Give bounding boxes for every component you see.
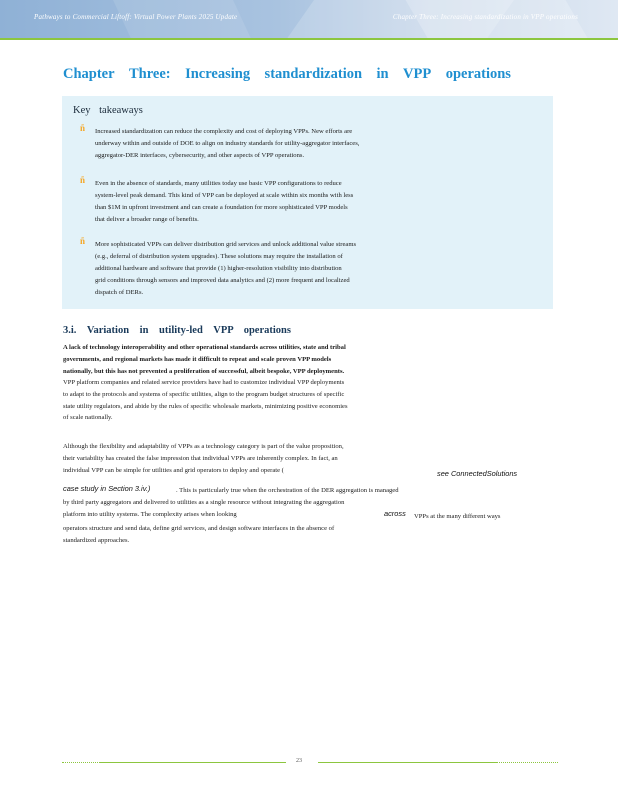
takeaway-line: More sophisticated VPPs can deliver distribution grid services and unlock additional value streams xyxy=(95,241,357,248)
body-line: of scale nationally. xyxy=(63,414,113,422)
takeaway-line: grid conditions through sensors and improved data analytics and (2) more frequent and localized xyxy=(95,277,350,284)
takeaway-line: underway within and outside of DOE to align on industry standards for utility-aggregator interfaces, xyxy=(95,140,360,147)
takeaway-line: aggregator-DER interfaces, cybersecurity, and other aspects of VPP operations. xyxy=(95,152,305,159)
chapter-title-word: operations xyxy=(445,66,511,82)
case-study-reference: see ConnectedSolutions xyxy=(437,469,518,478)
lead-line: governments, and regional markets has made it difficult to repeat and scale proven VPP models xyxy=(63,355,332,363)
body-line: by third party aggregators and delivered to utilities as a single resource without integrating the aggregation xyxy=(63,499,345,506)
bullet-icon: ñ xyxy=(80,236,86,246)
lead-line: nationally, but this has not prevented a proliferation of successful, albeit bespoke, VPP deployments. xyxy=(63,367,345,375)
running-header-right: Chapter Three: Increasing standardization in VPP operations xyxy=(392,13,578,21)
footer-divider xyxy=(100,762,286,763)
case-study-reference: case study in Section 3.iv.) xyxy=(63,484,151,493)
header-band xyxy=(0,0,618,38)
body-line: VPP platform companies and related service providers have had to customize individual VPP deployments xyxy=(63,379,345,386)
body-paragraph xyxy=(63,441,393,476)
running-header-left: Pathways to Commercial Liftoff: Virtual Power Plants 2025 Update xyxy=(34,13,238,21)
takeaway-item xyxy=(95,239,425,299)
body-line: standardized approaches. xyxy=(63,537,130,544)
chapter-title-word: Chapter xyxy=(63,66,115,82)
emphasis-text: across xyxy=(384,509,406,518)
body-paragraph xyxy=(63,377,393,424)
section-title: 3.i. Variation in utility-led VPP operations xyxy=(63,325,291,336)
takeaway-item xyxy=(95,178,425,226)
body-line: operators structure and send data, define grid services, and design software interfaces in the absence of xyxy=(63,525,335,532)
key-takeaways-title: Key takeaways xyxy=(73,105,143,116)
takeaway-line: than $1M in upfront investment and can create a foundation for more sophisticated VPP models xyxy=(95,204,348,211)
body-line: their variability has created the false impression that individual VPPs are inherently complex. In fact, an xyxy=(63,454,338,462)
body-line: VPPs at the many different ways xyxy=(414,513,501,520)
body-line: state utility regulators, and abide by the rules of specific wholesale markets, minimizing positive economies xyxy=(63,402,348,410)
body-line: to adapt to the protocols and systems of specific utilities, align to the program budget structures of specific xyxy=(63,390,345,398)
page-number: 23 xyxy=(296,758,302,764)
takeaway-line: Increased standardization can reduce the complexity and cost of deploying VPPs. New efforts are xyxy=(95,128,353,135)
takeaway-line: (e.g., deferral of distribution system upgrades). These solutions may require the installation of xyxy=(95,253,343,260)
body-line: individual VPP can be simple for utilities and grid operators to deploy and operate ( xyxy=(63,466,284,474)
bullet-icon: ñ xyxy=(80,175,86,185)
body-line: platform into utility systems. The complexity arises when looking xyxy=(63,511,237,518)
takeaway-line: Even in the absence of standards, many utilities today use basic VPP configurations to reduce xyxy=(95,180,342,187)
takeaway-line: that deliver a broader range of benefits. xyxy=(95,216,199,223)
lead-paragraph xyxy=(63,342,373,377)
body-line: Although the flexibility and adaptability of VPPs as a technology category is part of the value proposition, xyxy=(63,443,344,450)
lead-line: A lack of technology interoperability and other operational standards across utilities, state and tribal xyxy=(63,344,346,351)
chapter-title-word: Increasing xyxy=(185,66,251,82)
takeaway-item xyxy=(95,126,425,162)
chapter-title-word: Three: xyxy=(129,66,171,82)
takeaway-line: dispatch of DERs. xyxy=(95,289,144,296)
footer-divider xyxy=(318,762,498,763)
header-divider xyxy=(0,38,618,40)
chapter-title-word: VPP xyxy=(403,66,432,82)
chapter-title xyxy=(63,66,511,83)
body-line: . This is particularly true when the orchestration of the DER aggregation is managed xyxy=(176,487,399,494)
takeaway-line: additional hardware and software that provide (1) higher-resolution visibility into distribution xyxy=(95,265,342,272)
key-takeaways-box xyxy=(62,96,553,309)
chapter-title-word: standardization xyxy=(264,66,363,82)
chapter-title-word: in xyxy=(376,66,389,82)
takeaway-line: system-level peak demand. This kind of VPP can be deployed at scale within six months with less xyxy=(95,192,354,199)
bullet-icon: ñ xyxy=(80,123,86,133)
